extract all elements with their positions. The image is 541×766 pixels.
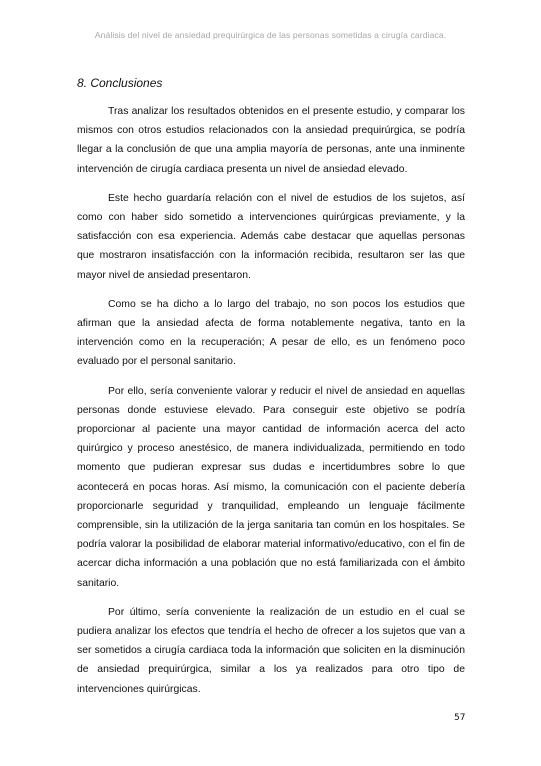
paragraph-4: Por ello, sería conveniente valorar y reducir el nivel de ansiedad en aquellas personas donde estuviese elevado. Para conseguir este objetivo se podría proporcionar al paciente una mayor cantidad de información acerca del acto quirúrgico y proceso anestésico, de manera individualizada, permitiendo en todo momento que pudieran expresar sus dudas e incertidumbres sobre lo que acontecerá en pocas horas. Así mismo, la comunicación con el paciente debería proporcionarle seguridad y tranquilidad, empleando un lenguaje fácilmente comprensible, sin la utilización de la jerga sanitaria tan común en los hospitales. Se podría valorar la posibilidad de elaborar material informativo/educativo, con el fin de acercar dicha información a una población que no está familiarizada con el ámbito sanitario. <box>77 385 465 589</box>
paragraph-1: Tras analizar los resultados obtenidos en el presente estudio, y comparar los mismos con otros estudios relacionados con la ansiedad prequirúrgica, se podría llegar a la conclusión de que una amplia mayoría de personas, ante una inminente intervención de cirugía cardiaca presenta un nivel de ansiedad elevado. <box>77 106 465 175</box>
body-text <box>77 102 465 709</box>
section-title: 8. Conclusiones <box>77 76 163 90</box>
paragraph-2: Este hecho guardaría relación con el nivel de estudios de los sujetos, así como con haber sido sometido a intervenciones quirúrgicas previamente, y la satisfacción con esa experiencia. Además cabe destacar que aquellas personas que mostraron insatisfacción con la información recibida, resultaron ser las que mayor nivel de ansiedad presentaron. <box>77 192 465 281</box>
running-header: Análisis del nivel de ansiedad prequirúrgica de las personas sometidas a cirugía cardiaca. <box>94 30 447 40</box>
paragraph-3: Como se ha dicho a lo largo del trabajo, no son pocos los estudios que afirman que la ansiedad afecta de forma notablemente negativa, tanto en la intervención como en la recuperación; A pesar de ello, es un fenómeno poco evaluado por el personal sanitario. <box>77 298 465 368</box>
page-number: 57 <box>454 713 466 723</box>
paragraph-5: Por último, sería conveniente la realización de un estudio en el cual se pudiera analizar los efectos que tendría el hecho de ofrecer a los sujetos que van a ser sometidos a cirugía cardiaca toda la información que soliciten en la disminución de ansiedad prequirúrgica, similar a los ya realizados para otro tipo de intervenciones quirúrgicas. <box>77 606 465 695</box>
